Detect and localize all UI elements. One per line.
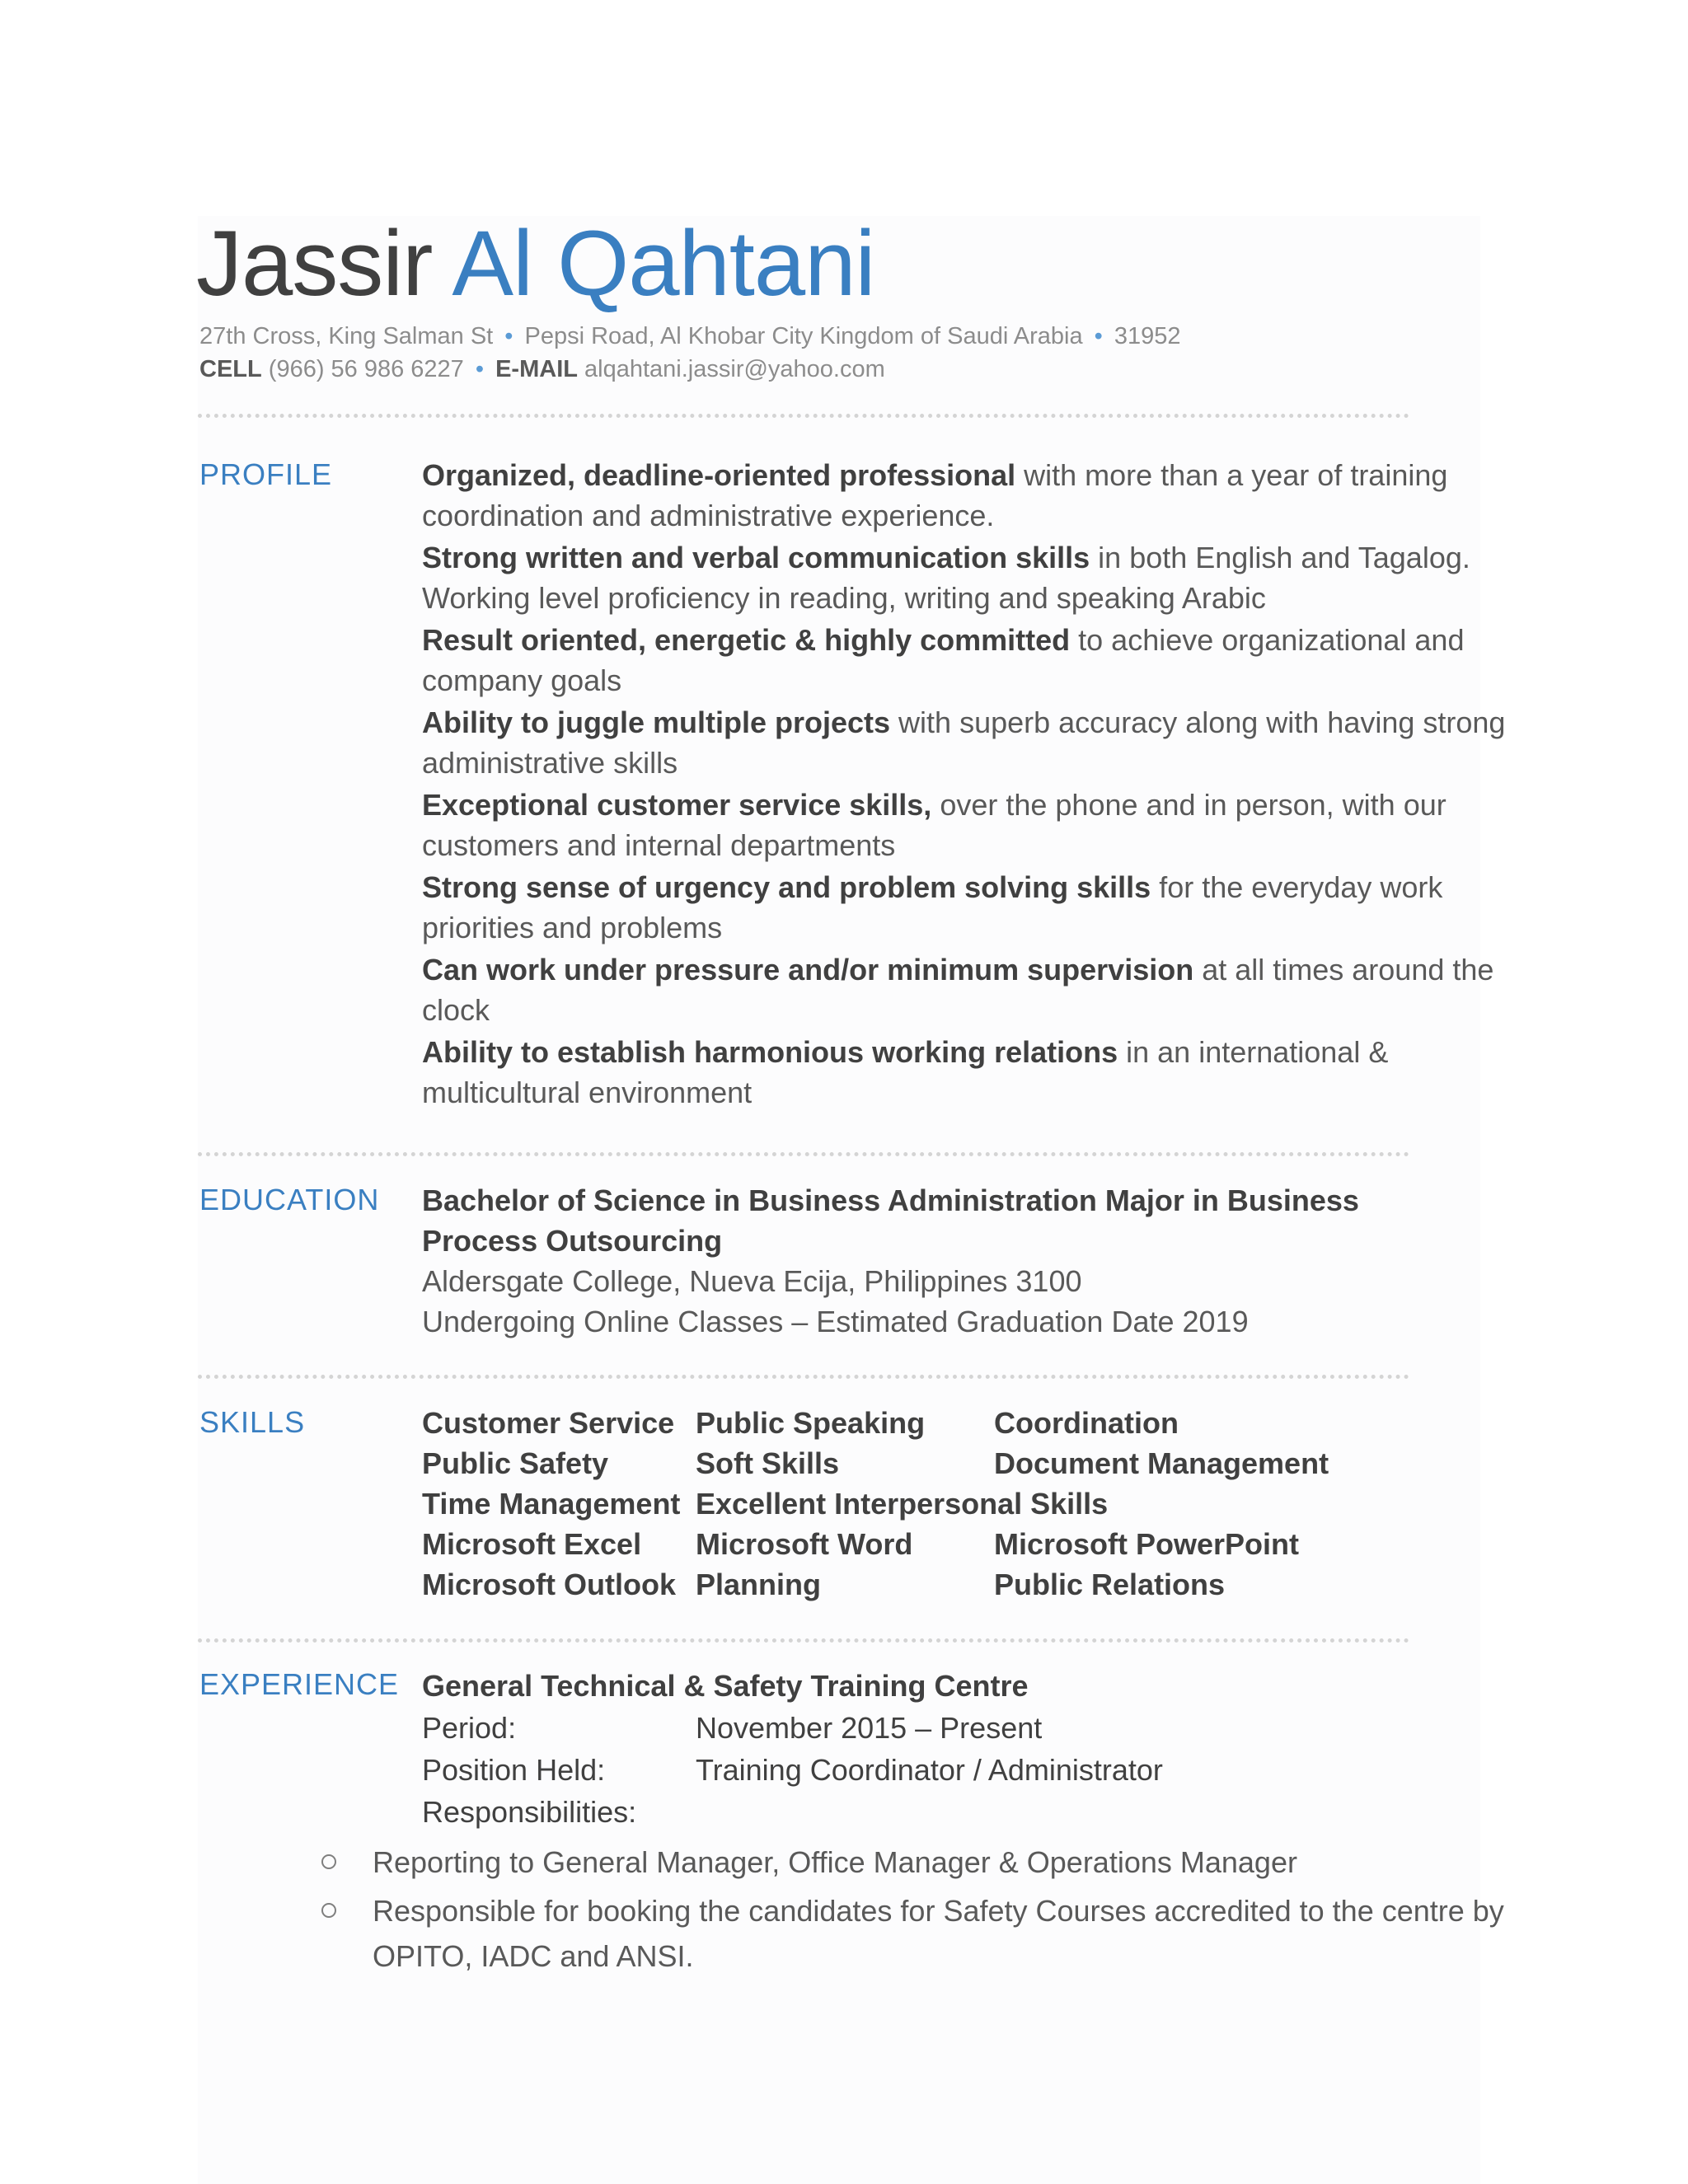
profile-item-text: at all times around the clock: [422, 953, 1494, 1027]
profile-item: [422, 785, 1510, 865]
education-block: [422, 1180, 1444, 1342]
cell-label: CELL: [199, 356, 262, 382]
profile-item-text: to achieve organizational and company goals: [422, 623, 1465, 697]
candidate-name: [196, 202, 874, 326]
profile-item-text: in both English and Tagalog. Working level proficiency in reading, writing and speaking Arabic: [422, 541, 1470, 615]
divider: [198, 1638, 1409, 1643]
last-name: Al Qahtani: [452, 212, 875, 315]
profile-item-text: over the phone and in person, with our customers and internal departments: [422, 788, 1447, 862]
divider: [198, 1375, 1409, 1379]
profile-item-highlight: Can work under pressure and/or minimum supervision: [422, 953, 1194, 987]
responsibilities-row: [422, 1791, 1510, 1833]
skill-item: Public Safety: [422, 1446, 609, 1480]
experience-section-title: EXPERIENCE: [199, 1667, 400, 1701]
profile-item-highlight: Ability to establish harmonious working relations: [422, 1035, 1118, 1069]
education-section-title: EDUCATION: [199, 1183, 380, 1216]
responsibilities-list: [321, 1840, 1508, 1982]
responsibility-text: Responsible for booking the candidates for Safety Courses accredited to the centre by OPITO, IADC and ANSI.: [373, 1894, 1504, 1973]
position-row: [422, 1749, 1510, 1791]
profile-item: [422, 949, 1510, 1030]
skill-item: Document Management: [994, 1446, 1329, 1480]
profile-item-highlight: Exceptional customer service skills,: [422, 788, 932, 822]
position-label: Position Held:: [422, 1753, 606, 1787]
profile-item-highlight: Strong sense of urgency and problem solving skills: [422, 870, 1151, 904]
skill-item: Microsoft PowerPoint: [994, 1527, 1300, 1561]
responsibility-item: [321, 1888, 1508, 1979]
responsibility-text: Reporting to General Manager, Office Manager & Operations Manager: [373, 1845, 1297, 1879]
school-name: Aldersgate College, Nueva Ecija, Philippines 3100: [422, 1264, 1082, 1298]
bullet-separator: •: [1094, 323, 1103, 349]
address-postal-code: 31952: [1114, 323, 1181, 349]
profile-item: [422, 620, 1510, 701]
experience-block: [422, 1665, 1510, 1833]
responsibilities-label: Responsibilities:: [422, 1795, 637, 1829]
profile-item-text: for the everyday work priorities and problems: [422, 870, 1443, 944]
profile-item: [422, 867, 1510, 948]
divider: [198, 1152, 1409, 1156]
profile-item-text: with superb accuracy along with having strong administrative skills: [422, 705, 1506, 780]
profile-item: [422, 537, 1510, 618]
profile-item-highlight: Organized, deadline-oriented professional: [422, 458, 1016, 492]
circle-bullet-icon: [321, 1854, 336, 1869]
skill-item: Customer Service: [422, 1406, 675, 1440]
skill-item: Excellent Interpersonal Skills: [696, 1487, 1109, 1521]
skills-section-title: SKILLS: [199, 1405, 306, 1439]
skill-item: Microsoft Word: [696, 1527, 913, 1561]
responsibility-item: [321, 1840, 1508, 1885]
profile-list: [422, 455, 1510, 1114]
profile-section-title: PROFILE: [199, 457, 333, 491]
address-street: 27th Cross, King Salman St: [199, 323, 494, 349]
bullet-separator: •: [504, 323, 513, 349]
cell-value: (966) 56 986 6227: [268, 356, 464, 382]
address-line: [199, 320, 1181, 353]
profile-item: [422, 455, 1510, 536]
education-status: Undergoing Online Classes – Estimated Graduation Date 2019: [422, 1305, 1249, 1338]
profile-item: [422, 1032, 1510, 1113]
email-label: E-MAIL: [495, 356, 578, 382]
first-name: Jassir: [196, 212, 433, 315]
address-city: Pepsi Road, Al Khobar City Kingdom of Saudi Arabia: [524, 323, 1083, 349]
period-row: [422, 1707, 1510, 1749]
profile-item-highlight: Strong written and verbal communication skills: [422, 541, 1090, 574]
profile-item-highlight: Result oriented, energetic & highly committed: [422, 623, 1071, 657]
skill-item: Microsoft Outlook: [422, 1568, 676, 1601]
skill-item: Public Relations: [994, 1568, 1226, 1601]
bullet-separator: •: [475, 356, 485, 382]
profile-item-text: with more than a year of training coordination and administrative experience.: [422, 458, 1448, 532]
circle-bullet-icon: [321, 1903, 336, 1918]
period-value: November 2015 – Present: [696, 1711, 1043, 1745]
period-label: Period:: [422, 1711, 517, 1745]
position-value: Training Coordinator / Administrator: [696, 1753, 1163, 1787]
divider: [198, 414, 1409, 418]
company-name: General Technical & Safety Training Centre: [422, 1669, 1029, 1703]
email-value[interactable]: alqahtani.jassir@yahoo.com: [584, 356, 885, 382]
skill-item: Coordination: [994, 1406, 1179, 1440]
profile-item-highlight: Ability to juggle multiple projects: [422, 705, 891, 739]
skill-item: Soft Skills: [696, 1446, 840, 1480]
skill-item: Microsoft Excel: [422, 1527, 642, 1561]
skill-item: Planning: [696, 1568, 821, 1601]
degree-title: Bachelor of Science in Business Administration Major in Business Process Outsourcing: [422, 1183, 1359, 1258]
skill-item: Public Speaking: [696, 1406, 926, 1440]
profile-item: [422, 702, 1510, 783]
skill-item: Time Management: [422, 1487, 681, 1521]
profile-item-text: in an international & multicultural environment: [422, 1035, 1389, 1109]
contact-line: [199, 353, 885, 386]
